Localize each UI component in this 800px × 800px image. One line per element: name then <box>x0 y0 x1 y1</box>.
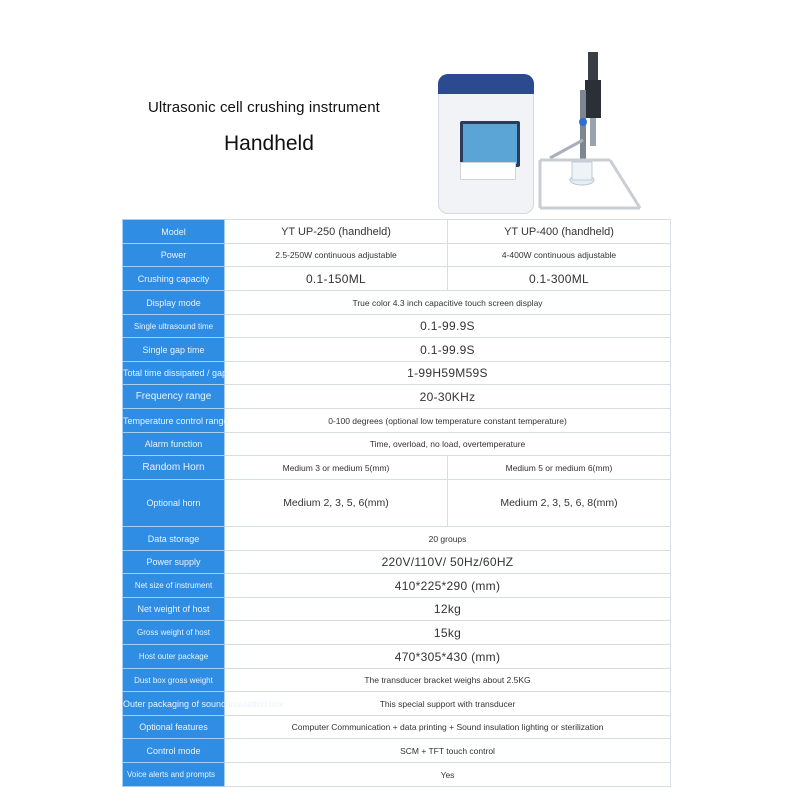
row-label: Total time dissipated / gap <box>123 362 225 385</box>
touch-screen-icon <box>460 121 520 167</box>
table-row <box>123 716 671 739</box>
cell-value: 0.1-99.9S <box>225 315 671 338</box>
specification-table <box>122 219 671 787</box>
row-label: Dust box gross weight <box>123 669 225 692</box>
cell-value: YT UP-250 (handheld) <box>225 220 448 244</box>
cell-value: Computer Communication + data printing + Sound insulation lighting or sterilization <box>225 716 671 739</box>
row-label: Power supply <box>123 551 225 574</box>
row-label: Power <box>123 244 225 267</box>
row-label: Optional features <box>123 716 225 739</box>
table-row <box>123 244 671 267</box>
table-row <box>123 551 671 574</box>
product-title: Ultrasonic cell crushing instrument <box>148 99 380 116</box>
table-row <box>123 598 671 621</box>
table-row <box>123 763 671 787</box>
cell-value: 0.1-99.9S <box>225 338 671 362</box>
row-label: Control mode <box>123 739 225 763</box>
table-row <box>123 645 671 669</box>
table-row <box>123 527 671 551</box>
table-row <box>123 291 671 315</box>
table-row <box>123 338 671 362</box>
table-row <box>123 574 671 598</box>
row-label: Single gap time <box>123 338 225 362</box>
host-label-plate <box>460 162 516 180</box>
instrument-host-image <box>438 74 534 214</box>
cell-value: Medium 5 or medium 6(mm) <box>448 456 671 480</box>
cell-value: This special support with transducer <box>225 692 671 716</box>
cell-value: True color 4.3 inch capacitive touch screen display <box>225 291 671 315</box>
row-label: Single ultrasound time <box>123 315 225 338</box>
row-label: Gross weight of host <box>123 621 225 645</box>
table-row <box>123 456 671 480</box>
product-subtitle: Handheld <box>224 132 314 155</box>
row-label: Net size of instrument <box>123 574 225 598</box>
table-row <box>123 739 671 763</box>
row-label: Outer packaging of sound insulation box <box>123 692 225 716</box>
table-row <box>123 220 671 244</box>
row-label: Net weight of host <box>123 598 225 621</box>
cell-value: 20 groups <box>225 527 671 551</box>
row-label: Data storage <box>123 527 225 551</box>
row-label: Random Horn <box>123 456 225 480</box>
cell-value: 4-400W continuous adjustable <box>448 244 671 267</box>
cell-value: Medium 3 or medium 5(mm) <box>225 456 448 480</box>
cell-value: 410*225*290 (mm) <box>225 574 671 598</box>
cell-value: Medium 2, 3, 5, 6(mm) <box>225 480 448 527</box>
host-top-panel <box>438 74 534 94</box>
cell-value: Yes <box>225 763 671 787</box>
row-label: Display mode <box>123 291 225 315</box>
table-row <box>123 409 671 433</box>
row-label: Crushing capacity <box>123 267 225 291</box>
cell-value: 20-30KHz <box>225 385 671 409</box>
table-row <box>123 267 671 291</box>
cell-value: 220V/110V/ 50Hz/60HZ <box>225 551 671 574</box>
row-label: Optional horn <box>123 480 225 527</box>
table-row <box>123 385 671 409</box>
row-label: Host outer package <box>123 645 225 669</box>
cell-value: Time, overload, no load, overtemperature <box>225 433 671 456</box>
cell-value: 1-99H59M59S <box>225 362 671 385</box>
row-label: Temperature control range <box>123 409 225 433</box>
table-row <box>123 315 671 338</box>
cell-value: 0-100 degrees (optional low temperature constant temperature) <box>225 409 671 433</box>
table-row <box>123 692 671 716</box>
cell-value: SCM + TFT touch control <box>225 739 671 763</box>
cell-value: 12kg <box>225 598 671 621</box>
cell-value: 470*305*430 (mm) <box>225 645 671 669</box>
cell-value: 15kg <box>225 621 671 645</box>
cell-value: Medium 2, 3, 5, 6, 8(mm) <box>448 480 671 527</box>
table-row <box>123 480 671 527</box>
transducer-stand-image <box>530 50 650 220</box>
row-label: Model <box>123 220 225 244</box>
cell-value: The transducer bracket weighs about 2.5KG <box>225 669 671 692</box>
table-row <box>123 433 671 456</box>
row-label: Alarm function <box>123 433 225 456</box>
cell-value: 2.5-250W continuous adjustable <box>225 244 448 267</box>
cell-value: 0.1-300ML <box>448 267 671 291</box>
row-label: Frequency range <box>123 385 225 409</box>
table-row <box>123 362 671 385</box>
cell-value: 0.1-150ML <box>225 267 448 291</box>
table-row <box>123 669 671 692</box>
row-label: Voice alerts and prompts <box>123 763 225 787</box>
cell-value: YT UP-400 (handheld) <box>448 220 671 244</box>
table-row <box>123 621 671 645</box>
